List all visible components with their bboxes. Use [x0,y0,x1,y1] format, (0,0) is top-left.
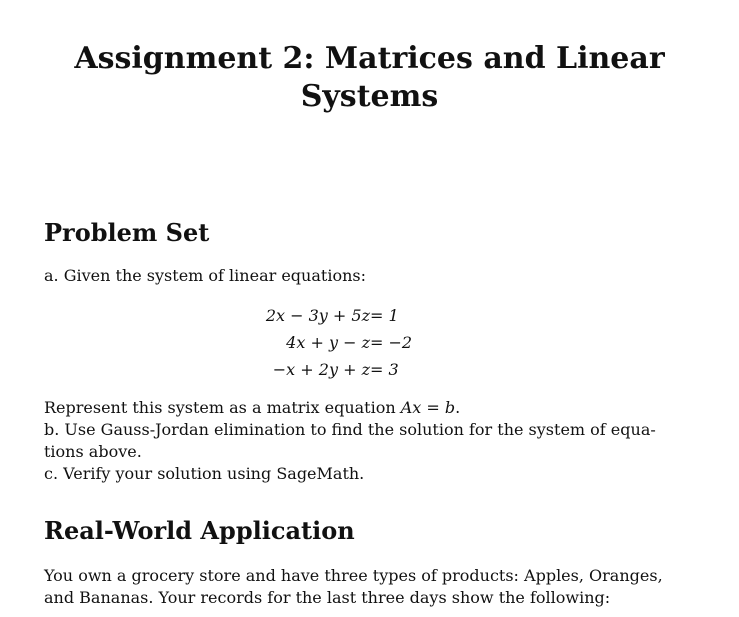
problem-b-line-1: b. Use Gauss-Jordan elimination to find the solution for the system of equa- [44,420,656,439]
real-world-line-1: You own a grocery store and have three types of products: Apples, Oranges, [44,566,663,585]
represent-text: Represent this system as a matrix equation [44,398,401,417]
section-heading-problem-set: Problem Set [44,218,210,247]
problem-a-intro: a. Given the system of linear equations: [44,266,366,285]
equation-row [0,356,739,383]
matrix-equation: Ax = b [400,398,456,417]
problem-c: c. Verify your solution using SageMath. [44,464,365,483]
equation-rhs: = 1 [370,306,399,325]
document-title-line-1: Assignment 2: Matrices and Linear [74,41,665,76]
equation-lhs: −x + 2y + z [272,360,370,379]
equation-lhs: 2x − 3y + 5z [265,306,370,325]
represent-period: . [455,398,461,417]
equation-rhs: = 3 [370,360,399,379]
equation-system [0,302,739,383]
document-title-line-2: Systems [300,79,439,114]
equation-row [0,302,739,329]
problem-b-line-2: tions above. [44,442,142,461]
equation-row [0,329,739,356]
equation-lhs: 4x + y − z [286,333,370,352]
real-world-paragraph [44,565,704,609]
section-heading-real-world: Real-World Application [44,516,355,545]
real-world-line-2: and Bananas. Your records for the last three days show the following: [44,588,611,607]
equation-rhs: = −2 [370,333,413,352]
problem-a-represent [44,397,644,419]
problem-b [44,419,704,463]
document-title [0,40,739,116]
